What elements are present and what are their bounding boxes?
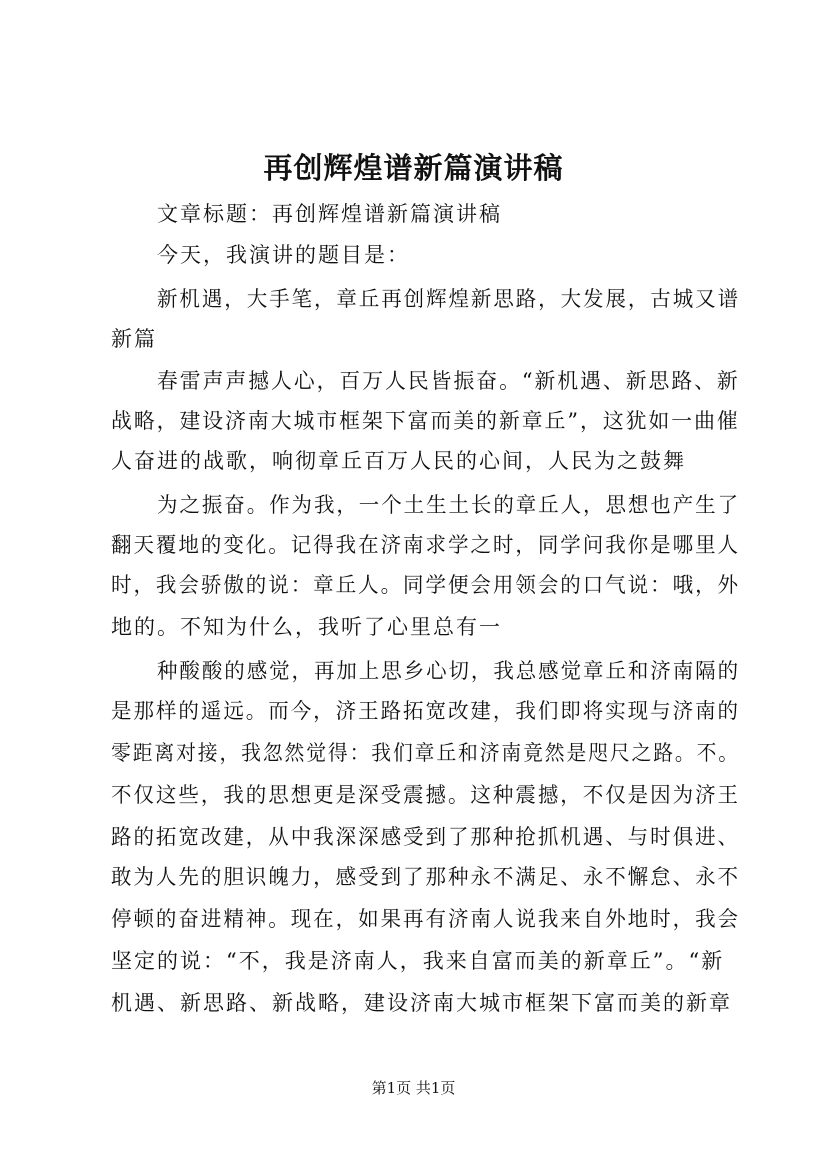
text-line: 翻天覆地的变化。记得我在济南求学之时，同学问我你是哪里人 — [111, 533, 740, 557]
text-line: 今天，我演讲的题目是： — [157, 243, 410, 267]
text-line: 战略，建设济南大城市框架下富而美的新章丘”，这犹如一曲催 — [111, 409, 740, 433]
text-line: 文章标题：再创辉煌谱新篇演讲稿 — [157, 202, 502, 226]
page-footer: 第1页 共1页 — [371, 1079, 456, 1097]
text-line: 零距离对接，我忽然觉得：我们章丘和济南竟然是咫尺之路。不。 — [111, 741, 740, 765]
text-line: 不仅这些，我的思想更是深受震撼。这种震撼，不仅是因为济王 — [111, 783, 740, 807]
text-line: 春雷声声撼人心，百万人民皆振奋。“新机遇、新思路、新 — [157, 369, 740, 393]
text-line: 机遇、新思路、新战略，建设济南大城市框架下富而美的新章 — [111, 991, 732, 1015]
text-line: 新机遇，大手笔，章丘再创辉煌新思路，大发展，古城又谱 — [157, 287, 740, 311]
text-line: 为之振奋。作为我，一个土生土长的章丘人，思想也产生了 — [157, 493, 740, 517]
text-line: 新篇 — [111, 327, 157, 351]
text-line: 地的。不知为什么，我听了心里总有一 — [111, 615, 502, 639]
text-line: 停顿的奋进精神。现在，如果再有济南人说我来自外地时，我会 — [111, 907, 740, 931]
text-line: 人奋进的战歌，响彻章丘百万人民的心间，人民为之鼓舞 — [111, 449, 686, 473]
text-line: 路的拓宽改建，从中我深深感受到了那种抢抓机遇、与时俱进、 — [111, 825, 740, 849]
text-line: 时，我会骄傲的说：章丘人。同学便会用领会的口气说：哦，外 — [111, 573, 740, 597]
text-line: 坚定的说：“不，我是济南人，我来自富而美的新章丘”。“新 — [111, 949, 725, 973]
text-line: 是那样的遥远。而今，济王路拓宽改建，我们即将实现与济南的 — [111, 699, 740, 723]
document-title: 再创辉煌谱新篇演讲稿 — [263, 151, 564, 185]
text-line: 敢为人先的胆识魄力，感受到了那种永不满足、永不懈怠、永不 — [111, 865, 740, 889]
text-line: 种酸酸的感觉，再加上思乡心切，我总感觉章丘和济南隔的 — [157, 659, 740, 683]
